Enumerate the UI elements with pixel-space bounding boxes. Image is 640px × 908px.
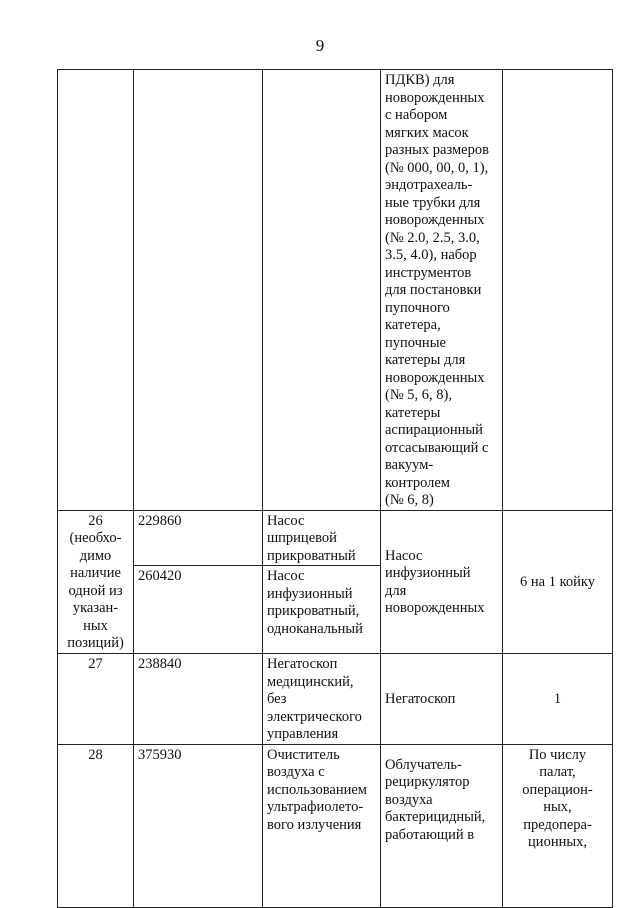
cell-num: 26 (необхо- димо наличие одной из указан- ных позиций) xyxy=(58,510,134,654)
cell-name: Негатоскоп медицинский, без электрического управления xyxy=(263,654,381,745)
cell-quantity xyxy=(503,70,613,511)
cell-code: 375930 xyxy=(134,744,263,907)
cell-code: 238840 xyxy=(134,654,263,745)
cell-code xyxy=(134,70,263,511)
cell-equipment: Негатоскоп xyxy=(381,654,503,745)
cell-quantity: 1 xyxy=(503,654,613,745)
cell-equipment: Облучатель- рециркулятор воздуха бактерицидный, работающий в xyxy=(381,744,503,907)
cell-code: 260420 xyxy=(134,566,263,654)
table-row xyxy=(58,510,613,566)
equipment-table xyxy=(57,69,613,908)
cell-name xyxy=(263,70,381,511)
table-row xyxy=(58,744,613,907)
cell-equipment: ПДКВ) для новорожденных с набором мягких масок разных размеров (№ 000, 00, 0, 1), эндотрахеаль- ные трубки для новорожденных (№ 2.0, 2.5, 3.0, 3.5, 4.0), набор инструментов для постановки пупочного катетера, пупочные катетеры для новорожденных (№ 5, 6, 8), катетеры аспирационный отсасывающий с вакуум- контролем (№ 6, 8) xyxy=(381,70,503,511)
page-number: 9 xyxy=(315,36,325,55)
cell-num: 27 xyxy=(58,654,134,745)
cell-num: 28 xyxy=(58,744,134,907)
cell-num xyxy=(58,70,134,511)
cell-equipment: Насос инфузионный для новорожденных xyxy=(381,510,503,654)
cell-code: 229860 xyxy=(134,510,263,566)
cell-name: Насос шприцевой прикроватный xyxy=(263,510,381,566)
table-row xyxy=(58,70,613,511)
cell-quantity: 6 на 1 койку xyxy=(503,510,613,654)
table-row xyxy=(58,654,613,745)
cell-name: Очиститель воздуха с использованием ультрафиолето- вого излучения xyxy=(263,744,381,907)
cell-name: Насос инфузионный прикроватный, одноканальный xyxy=(263,566,381,654)
cell-quantity: По числу палат, операцион- ных, предопера- ционных, xyxy=(503,744,613,907)
